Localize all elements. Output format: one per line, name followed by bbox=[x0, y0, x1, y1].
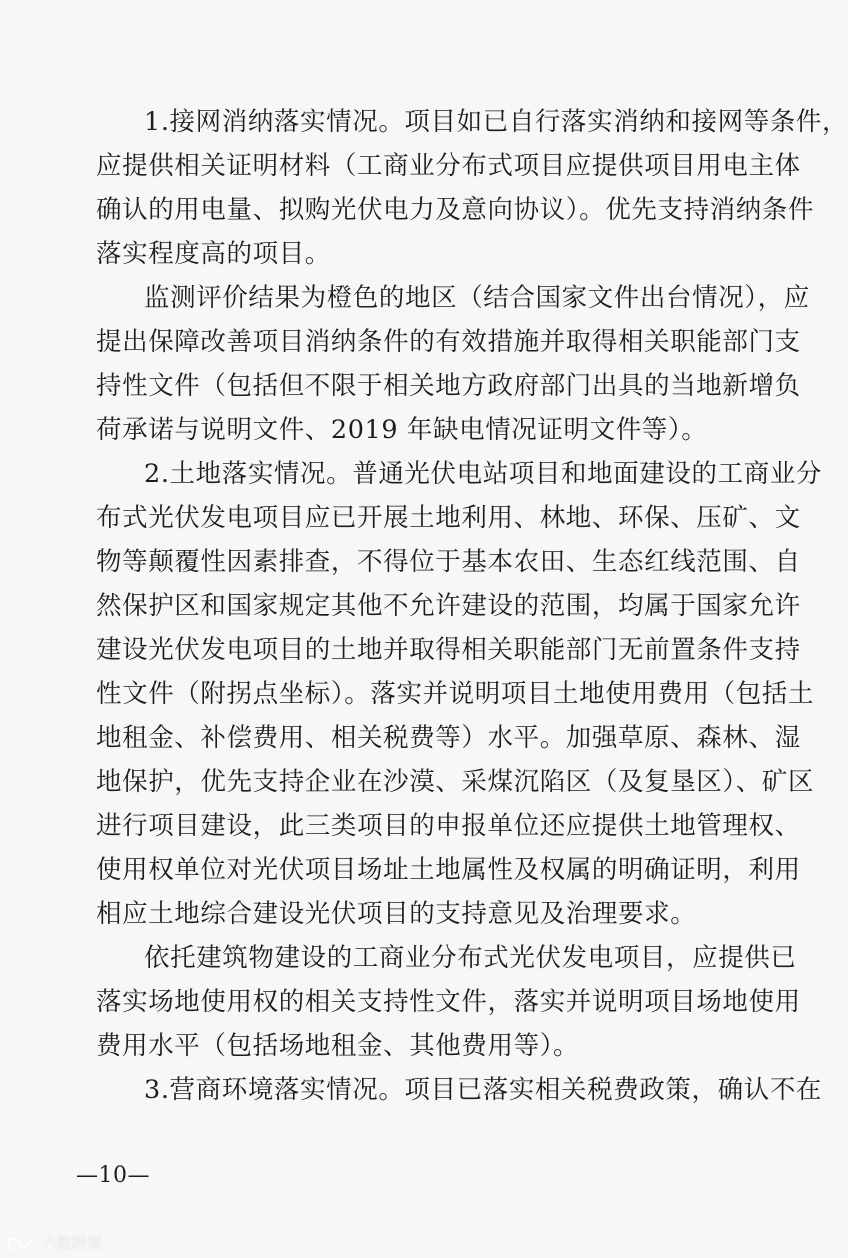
text-line-8: 荷承诺与说明文件、2019 年缺电情况证明文件等）。 bbox=[96, 415, 708, 445]
page-number: —10— bbox=[76, 1163, 150, 1188]
text-line-15: 地租金、补偿费用、相关税费等）水平。加强草原、森林、湿 bbox=[96, 723, 801, 753]
watermark-logo-icon bbox=[4, 1232, 38, 1252]
text-line-1: 1.接网消纳落实情况。项目如已自行落实消纳和接网等条件， bbox=[144, 107, 848, 137]
text-line-12: 然保护区和国家规定其他不允许建设的范围，均属于国家允许 bbox=[96, 591, 801, 621]
text-line-5: 监测评价结果为橙色的地区（结合国家文件出台情况），应 bbox=[144, 283, 810, 313]
text-line-6: 提出保障改善项目消纳条件的有效措施并取得相关职能部门支 bbox=[96, 327, 801, 357]
text-line-23: 3.营商环境落实情况。项目已落实相关税费政策，确认不在 bbox=[144, 1075, 823, 1105]
text-line-20: 依托建筑物建设的工商业分布式光伏发电项目，应提供已 bbox=[144, 943, 797, 973]
text-line-3: 确认的用电量、拟购光伏电力及意向协议）。优先支持消纳条件 bbox=[96, 195, 815, 225]
text-line-14: 性文件（附拐点坐标）。落实并说明项目土地使用费用（包括土 bbox=[96, 679, 815, 709]
text-line-11: 物等颠覆性因素排查，不得位于基本农田、生态红线范围、自 bbox=[96, 547, 801, 577]
text-line-19: 相应土地综合建设光伏项目的支持意见及治理要求。 bbox=[96, 899, 697, 929]
text-line-17: 进行项目建设，此三类项目的申报单位还应提供土地管理权、 bbox=[96, 811, 801, 841]
text-line-10: 布式光伏发电项目应已开展土地利用、林地、环保、压矿、文 bbox=[96, 503, 801, 533]
text-line-4: 落实程度高的项目。 bbox=[96, 239, 331, 269]
text-line-2: 应提供相关证明材料（工商业分布式项目应提供项目用电主体 bbox=[96, 151, 801, 181]
text-line-16: 地保护，优先支持企业在沙漠、采煤沉陷区（及复垦区）、矿区 bbox=[96, 767, 815, 797]
text-line-18: 使用权单位对光伏项目场址土地属性及权属的明确证明，利用 bbox=[96, 855, 801, 885]
text-line-13: 建设光伏发电项目的土地并取得相关职能部门无前置条件支持 bbox=[96, 635, 801, 665]
text-line-9: 2.土地落实情况。普通光伏电站项目和地面建设的工商业分 bbox=[144, 459, 823, 489]
watermark-text: 六散跨境 bbox=[42, 1233, 103, 1252]
text-line-22: 费用水平（包括场地租金、其他费用等）。 bbox=[96, 1031, 580, 1061]
text-line-7: 持性文件（包括但不限于相关地方政府部门出具的当地新增负 bbox=[96, 371, 801, 401]
watermark bbox=[4, 1228, 102, 1256]
text-line-21: 落实场地使用权的相关支持性文件，落实并说明项目场地使用 bbox=[96, 987, 801, 1017]
